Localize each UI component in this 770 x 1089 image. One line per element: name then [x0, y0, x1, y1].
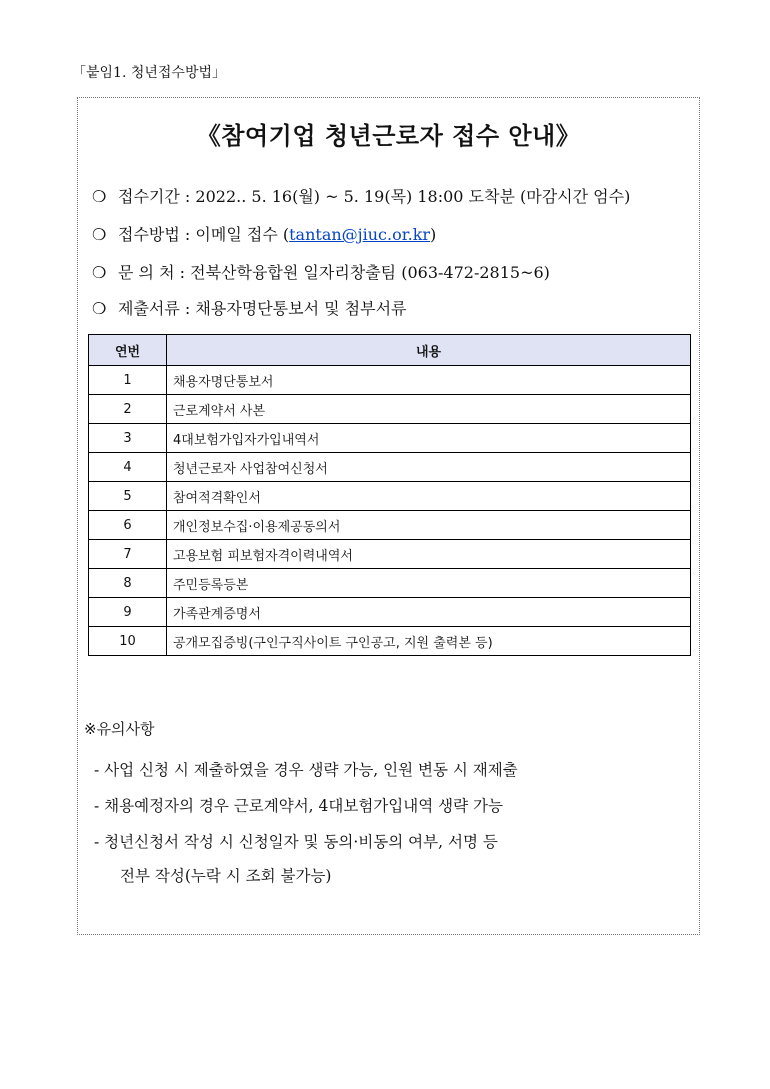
guide-box — [77, 97, 700, 935]
table-row — [89, 366, 691, 395]
row-number: 2 — [89, 395, 167, 424]
header-number: 연번 — [89, 335, 167, 366]
table-row — [89, 395, 691, 424]
row-content: 4대보험가입자가입내역서 — [167, 424, 691, 453]
row-number: 9 — [89, 598, 167, 627]
info-sep: : — [179, 263, 186, 282]
table-header-row — [89, 335, 691, 366]
row-content: 참여적격확인서 — [167, 482, 691, 511]
row-content: 채용자명단통보서 — [167, 366, 691, 395]
info-value: 전북산학융합원 일자리창출팀 (063-472-2815~6) — [190, 263, 550, 282]
row-content: 개인정보수집·이용제공동의서 — [167, 511, 691, 540]
info-label: 접수방법 — [118, 225, 180, 244]
row-number: 1 — [89, 366, 167, 395]
row-number: 7 — [89, 540, 167, 569]
circle-bullet-icon: ❍ — [92, 263, 107, 282]
info-contact — [92, 260, 550, 283]
info-method — [92, 222, 436, 245]
row-number: 8 — [89, 569, 167, 598]
info-label: 제출서류 — [118, 299, 180, 318]
note-item-continued: 전부 작성(누락 시 조회 불가능) — [120, 867, 332, 885]
info-documents — [92, 296, 407, 319]
info-sep: : — [184, 187, 191, 206]
notes-heading: ※유의사항 — [84, 720, 155, 738]
row-number: 3 — [89, 424, 167, 453]
table-row — [89, 482, 691, 511]
row-number: 10 — [89, 627, 167, 656]
row-number: 6 — [89, 511, 167, 540]
email-link[interactable]: tantan@jiuc.or.kr — [289, 225, 431, 244]
info-sep: : — [184, 225, 191, 244]
row-number: 4 — [89, 453, 167, 482]
table-row — [89, 424, 691, 453]
page-title: 《참여기업 청년근로자 접수 안내》 — [196, 122, 581, 150]
info-label: 접수기간 — [118, 187, 180, 206]
documents-table — [88, 334, 691, 656]
table-row — [89, 627, 691, 656]
info-value: 이메일 접수 ( — [195, 225, 290, 244]
table-row — [89, 540, 691, 569]
info-value-end: ) — [430, 225, 437, 244]
circle-bullet-icon: ❍ — [92, 299, 107, 318]
table-row — [89, 598, 691, 627]
info-period — [92, 184, 630, 207]
info-value: 2022.. 5. 16(월) ~ 5. 19(목) 18:00 도착분 (마감시간 엄수) — [195, 187, 631, 206]
row-content: 청년근로자 사업참여신청서 — [167, 453, 691, 482]
note-item: - 사업 신청 시 제출하였을 경우 생략 가능, 인원 변동 시 재제출 — [94, 761, 518, 779]
table-row — [89, 453, 691, 482]
table-row — [89, 511, 691, 540]
circle-bullet-icon: ❍ — [92, 225, 107, 244]
row-content: 근로계약서 사본 — [167, 395, 691, 424]
circle-bullet-icon: ❍ — [92, 187, 107, 206]
row-content: 가족관계증명서 — [167, 598, 691, 627]
note-item: - 채용예정자의 경우 근로계약서, 4대보험가입내역 생략 가능 — [94, 797, 503, 815]
row-content: 고용보험 피보험자격이력내역서 — [167, 540, 691, 569]
header-content: 내용 — [167, 335, 691, 366]
row-number: 5 — [89, 482, 167, 511]
row-content: 공개모집증빙(구인구직사이트 구인공고, 지원 출력본 등) — [167, 627, 691, 656]
table-row — [89, 569, 691, 598]
note-item: - 청년신청서 작성 시 신청일자 및 동의·비동의 여부, 서명 등 — [94, 833, 498, 851]
info-sep: : — [184, 299, 191, 318]
row-content: 주민등록등본 — [167, 569, 691, 598]
info-value: 채용자명단통보서 및 첨부서류 — [195, 299, 407, 318]
info-label: 문 의 처 — [118, 263, 175, 282]
attachment-label: 「붙임1. 청년접수방법」 — [72, 65, 226, 81]
